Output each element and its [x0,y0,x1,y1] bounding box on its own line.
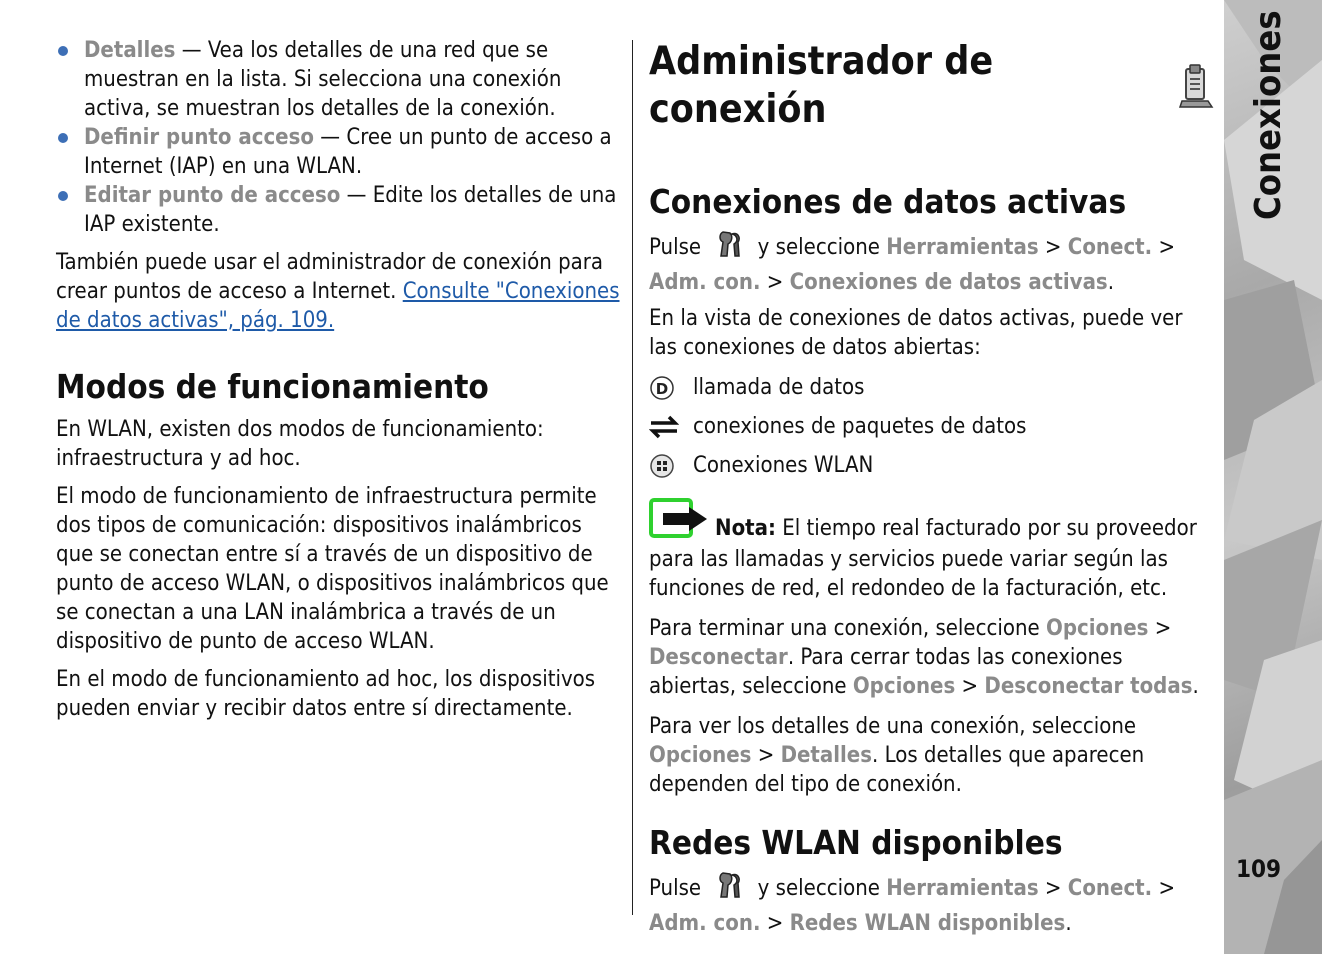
paragraph-modos-3: En el modo de funcionamiento ad hoc, los dispositivos pueden enviar y recibir datos entre sí directamente. [56,667,596,721]
options-list [56,36,622,239]
right-column [649,38,1214,938]
paragraph-modos-2: El modo de funcionamiento de infraestructura permite dos tipos de comunicación: dispositivos inalámbricos que se conectan entre sí a través de un dispositivo de punto de acceso WLAN, o dispositivos inalámbricos que se conectan a una LAN inalámbrica a través de un dispositivo de punto de acceso WLAN. [56,484,609,654]
page-title: Administrador de conexión [649,38,1214,134]
packet-data-icon [649,414,693,440]
menu-key-icon [713,228,745,268]
legend-data-call: D llamada de datos [649,368,1214,407]
list-item: Detalles — Vea los detalles de una red que se muestran en la lista. Si selecciona una conexión activa, se muestran los detalles de la conexión. [56,36,622,123]
paragraph-menu-path-2: Pulse y seleccione Herramientas > Conect. > Adm. con. > Redes WLAN disponibles. [649,869,1214,938]
list-item: Definir punto acceso — Cree un punto de acceso a Internet (IAP) en una WLAN. [56,123,622,181]
option-detalles: Detalles [84,38,176,63]
legend-wlan: Conexiones WLAN [649,446,1214,485]
paragraph-detalles: Para ver los detalles de una conexión, seleccione Opciones > Detalles. Los detalles que aparecen dependen del tipo de conexión. [649,714,1145,797]
chapter-title: Conexiones [1248,10,1289,220]
heading-conexiones-activas: Conexiones de datos activas [649,182,1127,221]
list-item: Editar punto de acceso — Edite los detalles de una IAP existente. [56,181,622,239]
note-icon [649,497,711,545]
option-definir-punto: Definir punto acceso [84,125,314,150]
wlan-icon [649,453,693,479]
heading-modos: Modos de funcionamiento [56,367,489,406]
paragraph-modos-1: En WLAN, existen dos modos de funcionamiento: infraestructura y ad hoc. [56,417,544,471]
page-number: 109 [1236,855,1282,883]
connection-manager-icon [1178,63,1214,109]
left-column [56,36,622,723]
legend-packet-data: conexiones de paquetes de datos [649,407,1214,446]
paragraph-terminar: Para terminar una conexión, seleccione Opciones > Desconectar. Para cerrar todas las conexiones abiertas, seleccione Opciones > Desconectar todas. [649,616,1199,699]
column-divider [632,40,633,915]
paragraph-iap: También puede usar el administrador de conexión para crear puntos de acceso a Internet. Consulte "Conexiones de datos activas", pág. 109. [56,250,620,333]
paragraph-vista: En la vista de conexiones de datos activas, puede ver las conexiones de datos abiertas: [649,306,1183,360]
option-editar-punto: Editar punto de acceso [84,183,341,208]
svg-text:D: D [655,379,669,398]
cross-reference-link[interactable]: Consulte "Conexiones de datos activas", pág. 109. [56,279,620,333]
heading-redes-wlan: Redes WLAN disponibles [649,823,1063,862]
data-call-icon [649,375,693,401]
note-paragraph: Nota: El tiempo real facturado por su proveedor para las llamadas y servicios puede variar según las funciones de red, el redondeo de la facturación, etc. [649,497,1214,603]
paragraph-menu-path-1: Pulse y seleccione Herramientas > Conect. > Adm. con. > Conexiones de datos activas. [649,228,1214,297]
menu-key-icon [713,869,745,909]
